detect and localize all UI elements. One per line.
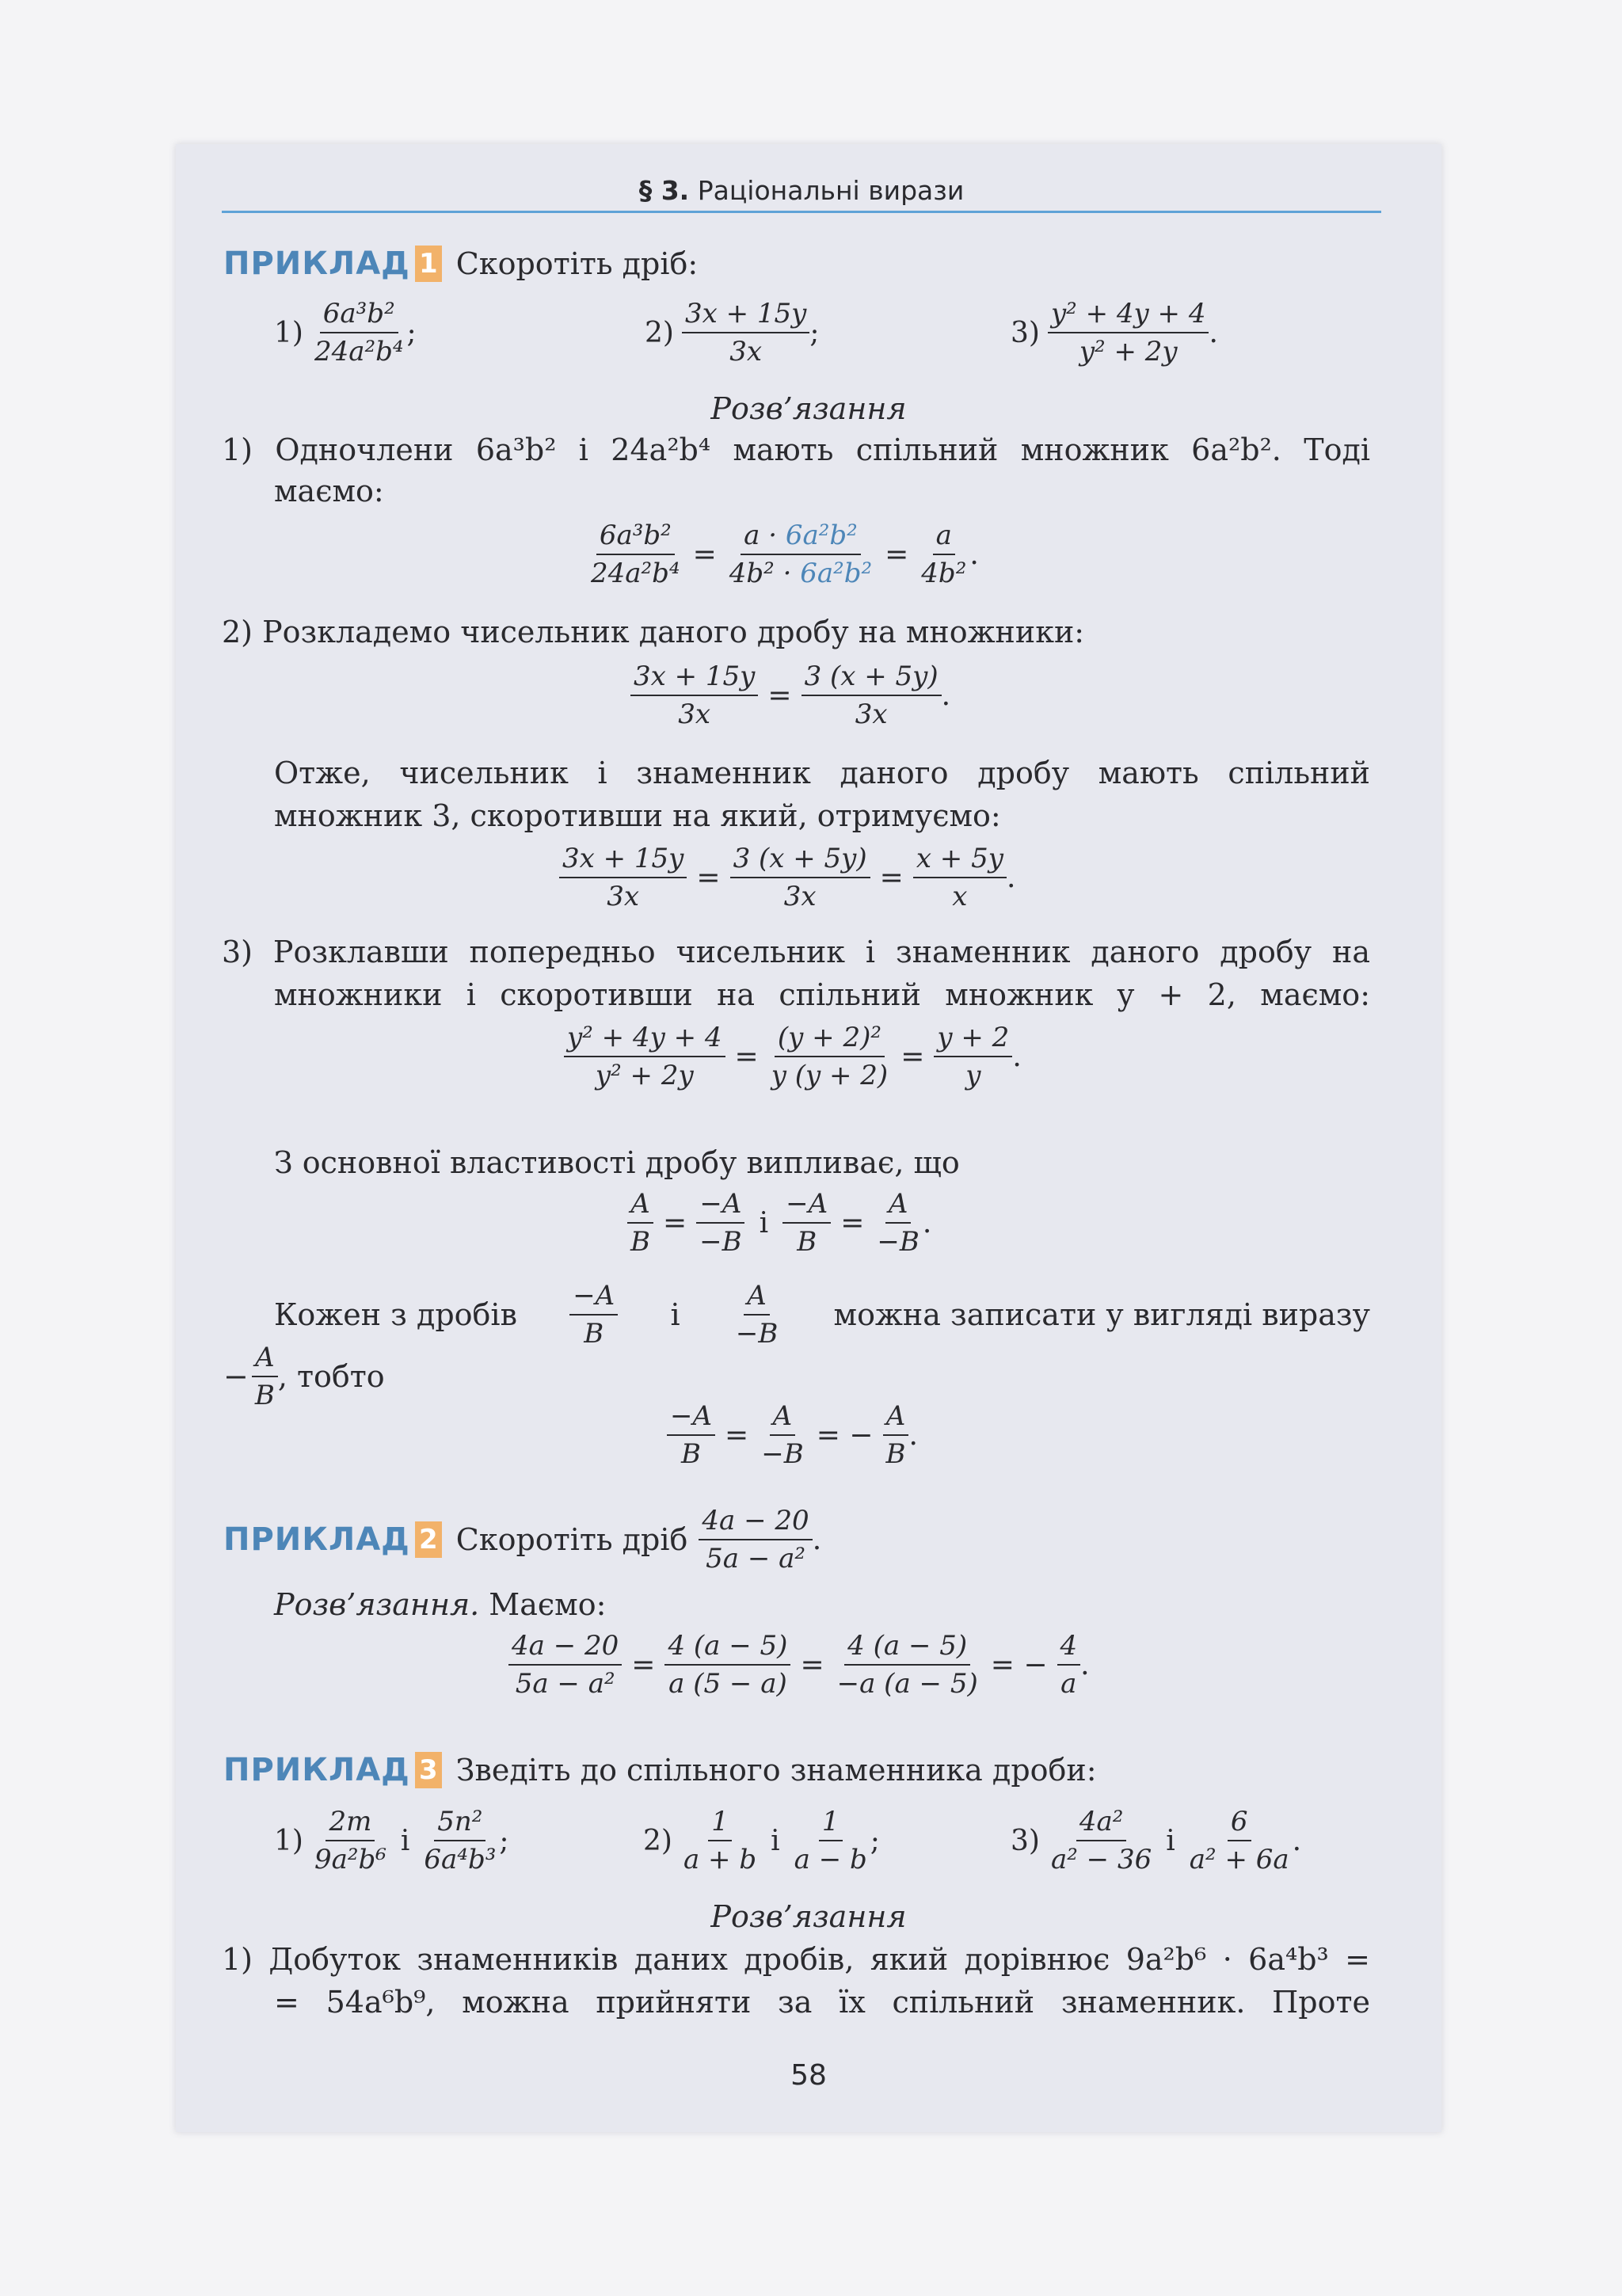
equation-5: $\frac{A}{B}$ = $\frac{-A}{-B}$ і $\frac{-A}{B}$ = $\frac{A}{-B}$ . <box>627 1186 931 1259</box>
textbook-page <box>176 144 1441 2132</box>
item-number: 2) <box>645 316 674 349</box>
fraction: $\frac{A}{-B}$ <box>735 1280 779 1350</box>
fraction: $\frac{4a - 20}{\text{5a − a²}}$ <box>508 1628 622 1701</box>
fraction: $\frac{A}{-B}$ <box>877 1188 920 1258</box>
fraction: $\frac{x + 5y}{x}$ <box>913 841 1007 914</box>
fraction: $\frac{3x + 15y}{3x}$ <box>559 841 687 914</box>
example-1-item-1 <box>274 296 417 369</box>
fraction: $\frac{-A}{B}$ <box>569 1278 618 1351</box>
example-3-item-2: 2) $\frac{1}{a + b}$ і $\frac{1}{a - b}$ ; <box>643 1806 880 1875</box>
item-number: 3) <box>1011 316 1040 349</box>
example-task: Скоротіть дріб <box>455 1522 688 1557</box>
fraction: $\frac{\text{6a³b²}}{\text{24a²b⁴}}$ <box>591 520 680 589</box>
equation-1: $\frac{\text{6a³b²}}{\text{24a²b⁴}}$ = $\frac{\text{a · 6a²b²}}{\text{4b² · 6a²b²}}$ = $\frac{a}{\text{4b²}}$ . <box>588 518 979 591</box>
paragraph-line: маємо: <box>274 474 384 508</box>
paragraph-line: множник 3, скоротивши на який, отримуємо: <box>274 798 1001 833</box>
punct: ; <box>406 316 417 349</box>
fraction: $\frac{3 (x + 5y)}{3x}$ <box>730 841 870 914</box>
example-1-heading <box>223 246 698 282</box>
fraction: $\frac{\text{(y + 2)²}}{y (y + 2)}$ <box>771 1022 889 1091</box>
fraction: $\frac{a}{\text{4b²}}$ <box>921 520 967 589</box>
fraction: $\frac{4 (a - 5)}{a (5 - a)}$ <box>664 1628 790 1701</box>
fraction: $\frac{3x + 15y}{3x}$ <box>682 296 809 369</box>
paragraph-line: 3) Розклавши попередньо чисельник і знаменник даного дробу на <box>222 935 1370 969</box>
example-1-item-2 <box>645 296 819 369</box>
example-number-badge: 2 <box>415 1521 442 1558</box>
equation-6: $\frac{-A}{B}$ = $\frac{A}{-B}$ = − $\frac{A}{B}$ . <box>667 1399 918 1472</box>
section-title: Раціональні вирази <box>697 175 965 206</box>
equation-4: $\frac{\text{y² + 4y + 4}}{\text{y² + 2y}}$ = $\frac{\text{(y + 2)²}}{y (y + 2)}$ = $\frac{y + 2}{y}$ . <box>564 1020 1022 1093</box>
example-task: Зведіть до спільного знаменника дроби: <box>455 1753 1097 1788</box>
solution-intro: Розв’язання. Маємо: <box>274 1587 607 1622</box>
equation-3: $\frac{3x + 15y}{3x}$ = $\frac{3 (x + 5y)}{3x}$ = $\frac{x + 5y}{x}$ . <box>559 841 1015 914</box>
fraction: $\frac{-A}{B}$ <box>782 1186 831 1259</box>
paragraph-line: Отже, чисельник і знаменник даного дробу мають спільний <box>274 756 1370 790</box>
fraction: $\frac{A}{-B}$ <box>761 1400 804 1470</box>
example-3-item-1: 1) $\frac{2m}{\text{9a²b⁶}}$ і $\frac{\text{5n²}}{\text{6a⁴b³}}$ ; <box>274 1806 509 1875</box>
fraction: $\frac{\text{y² + 4y + 4}}{\text{y² + 2y}}$ <box>564 1020 725 1093</box>
fraction: $\frac{\text{y² + 4y + 4}}{\text{y² + 2y}}$ <box>1048 296 1209 369</box>
punct: . <box>1209 316 1218 349</box>
paragraph-line: З основної властивості дробу випливає, що <box>274 1145 960 1180</box>
fraction: $\frac{-A}{B}$ <box>667 1399 715 1472</box>
fraction: $\frac{4}{a}$ <box>1057 1628 1081 1701</box>
solution-title: Розв’язання <box>710 1899 907 1934</box>
example-number-badge: 1 <box>415 246 442 282</box>
fraction: $\frac{A}{B}$ <box>252 1340 278 1413</box>
fraction: $\frac{2m}{\text{9a²b⁶}}$ <box>314 1806 386 1875</box>
fraction: $\frac{\text{4a²}}{\text{a² − 36}}$ <box>1050 1806 1152 1875</box>
fraction: $\frac{1}{a + b}$ <box>683 1806 757 1875</box>
fraction: $\frac{4a - 20}{\text{5a − a²}}$ <box>699 1503 812 1576</box>
fraction: $\frac{1}{a - b}$ <box>794 1806 867 1875</box>
fraction-highlighted: $\frac{\text{a · 6a²b²}}{\text{4b² · 6a²b²}}$ <box>729 520 873 589</box>
equation-2: $\frac{3x + 15y}{3x}$ = $\frac{3 (x + 5y)}{3x}$ . <box>630 659 950 732</box>
fraction: $\frac{\text{6a³b²}}{\text{24a²b⁴}}$ <box>314 298 404 367</box>
solution-title: Розв’язання <box>710 391 907 426</box>
fraction: $\frac{A}{B}$ <box>627 1186 653 1259</box>
example-2-heading: ПРИКЛАД 2 Скоротіть дріб $\frac{4a - 20}{\text{5a − a²}}$ . <box>223 1505 822 1574</box>
page-number: 58 <box>790 2059 827 2092</box>
paragraph-line: множники і скоротивши на спільний множник y + 2, маємо: <box>274 977 1370 1012</box>
example-3-item-3: 3) $\frac{\text{4a²}}{\text{a² − 36}}$ і $\frac{6}{\text{a² + 6a}}$ . <box>1011 1806 1302 1875</box>
fraction: $\frac{6}{\text{a² + 6a}}$ <box>1189 1806 1289 1875</box>
example-1-item-3 <box>1011 296 1218 369</box>
equation-7: $\frac{4a - 20}{\text{5a − a²}}$ = $\frac{4 (a - 5)}{a (5 - a)}$ = $\frac{4 (a - 5)}{-a (a - 5)}$ = − $\frac{4}{a}$ . <box>508 1628 1090 1701</box>
fraction: $\frac{3 (x + 5y)}{3x}$ <box>801 659 942 732</box>
example-label: ПРИКЛАД <box>223 1521 410 1558</box>
running-header <box>222 171 1381 213</box>
example-label: ПРИКЛАД <box>223 246 410 282</box>
fraction: $\frac{\text{5n²}}{\text{6a⁴b³}}$ <box>424 1806 497 1875</box>
example-number-badge: 3 <box>415 1752 442 1788</box>
fraction: $\frac{4 (a - 5)}{-a (a - 5)}$ <box>836 1630 978 1700</box>
fraction: $\frac{y + 2}{y}$ <box>934 1020 1012 1093</box>
example-label: ПРИКЛАД <box>223 1752 410 1788</box>
paragraph-line: 1) Одночлени 6a³b² і 24a²b⁴ мають спільний множник 6a²b². Тоді <box>222 432 1370 467</box>
example-3-heading <box>223 1752 1097 1788</box>
item-number: 1) <box>274 316 303 349</box>
fraction: $\frac{-A}{-B}$ <box>696 1186 744 1259</box>
fraction: $\frac{3x + 15y}{3x}$ <box>630 659 758 732</box>
paragraph-line: = 54a⁶b⁹, можна прийняти за їх спільний знаменник. Проте <box>274 1985 1370 2020</box>
fraction: $\frac{A}{B}$ <box>882 1399 908 1472</box>
paragraph-line-with-fractions: Кожен з дробів $\frac{-A}{B}$ і $\frac{A}{-B}$ можна записати у вигляді виразу <box>274 1280 1370 1350</box>
paragraph-line-with-fraction: − $\frac{A}{B}$ , тобто <box>223 1342 385 1411</box>
punct: ; <box>809 316 820 349</box>
paragraph-line: 2) Розкладемо чисельник даного дробу на множники: <box>222 615 1085 649</box>
section-number: § 3. <box>638 175 690 206</box>
example-task: Скоротіть дріб: <box>455 246 699 281</box>
paragraph-line: 1) Добуток знаменників даних дробів, який дорівнює 9a²b⁶ · 6a⁴b³ = <box>222 1942 1370 1977</box>
